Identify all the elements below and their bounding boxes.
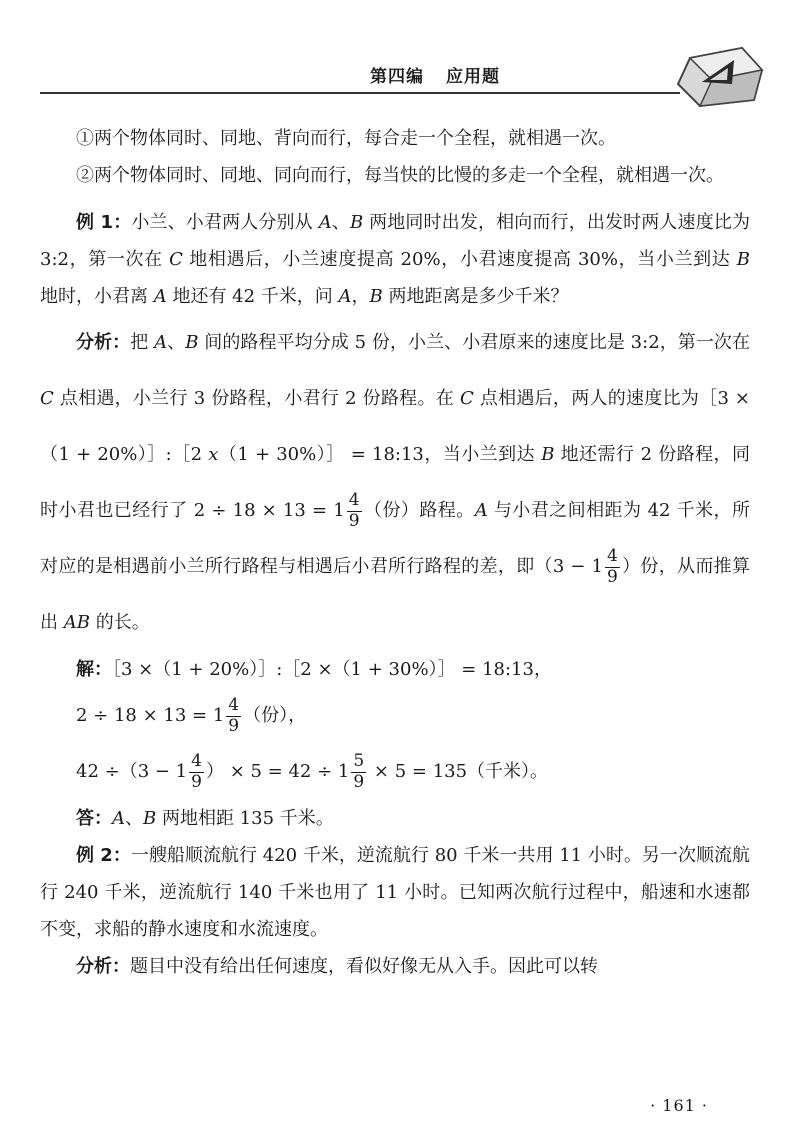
point-a: A — [153, 286, 167, 307]
example-2-analysis — [40, 948, 750, 985]
point-a: A — [112, 808, 125, 829]
intro-item-1: ①两个物体同时、同地、背向而行，每合走一个全程，就相遇一次。 — [76, 128, 616, 149]
text-run: × 5 = 135（千米）。 — [368, 761, 549, 782]
text-run: ）份，从而推算出 — [40, 556, 751, 633]
example-2-question — [40, 837, 750, 948]
solution-label: 解： — [76, 659, 112, 680]
page-header — [40, 40, 760, 110]
text-run: 间的路程平均分成 5 份，小兰、小君原来的速度比是 3:2，第一次在 — [198, 332, 751, 353]
point-a: A — [338, 286, 352, 307]
page-body — [40, 120, 750, 985]
fraction-denominator: 9 — [228, 715, 240, 736]
example-2-label: 例 2： — [76, 845, 131, 866]
point-a: A — [474, 500, 488, 521]
fraction-denominator: 9 — [348, 510, 360, 531]
text-run: （份）， — [243, 705, 307, 726]
text-run: 两地同时出发，相向而行，出发时两人速度比为 3:2，第一次在 — [40, 212, 750, 270]
text-run: 题目中没有给出任何速度，看似好像无从入手。因此可以转 — [130, 956, 598, 977]
analysis-label: 分析： — [76, 332, 131, 353]
point-b: B — [736, 249, 750, 270]
text-run: 地还有 42 千米，问 — [166, 286, 339, 307]
text-run: 地还需行 2 份路程，同时小君也已经行了 2 ÷ 18 × 13 = 1 — [40, 444, 751, 521]
section-label: 应用题 — [446, 67, 500, 87]
text-run: 、 — [167, 332, 186, 353]
triangle-ruler-on-cube-icon — [672, 40, 764, 112]
fraction-numerator: 4 — [228, 694, 240, 715]
example-1-label: 例 1： — [76, 212, 132, 233]
running-head — [370, 62, 500, 87]
text-run: ， — [351, 286, 370, 307]
text-run: 小兰、小君两人分别从 — [131, 212, 319, 233]
example-1-solution-line-2 — [40, 688, 750, 744]
text-run: 与小君之间相距为 42 千米，所对应的是相遇前小兰所行路程与相遇后小君所行路程的差，即（3 − 1 — [40, 500, 751, 577]
example-1-solution-line-1 — [40, 651, 750, 688]
point-b: B — [541, 444, 555, 465]
text-run: 2 ÷ 18 × 13 = 1 — [76, 705, 225, 726]
text-run: （份）路程。 — [363, 500, 475, 521]
text-run: 点相遇后，两人的速度比为［3 ×（1 + 20%）］:［2 — [40, 388, 750, 465]
intro-item-2: ②两个物体同时、同地、同向而行，每当快的比慢的多走一个全程，就相遇一次。 — [76, 165, 724, 186]
example-1-question — [40, 204, 750, 315]
segment-ab: AB — [63, 612, 90, 633]
text-run: 两地相距 135 千米。 — [156, 808, 334, 829]
point-c: C — [460, 388, 474, 409]
text-run: 、 — [331, 212, 350, 233]
point-a: A — [318, 212, 332, 233]
text-run: （1 + 30%）］ = 18:13，当小兰到达 — [218, 444, 542, 465]
point-b: B — [185, 332, 199, 353]
fraction-numerator: 4 — [191, 750, 202, 771]
answer-label: 答： — [76, 808, 112, 829]
fraction-denominator: 9 — [606, 566, 618, 587]
text-run: 两地距离是多少千米？ — [382, 286, 569, 307]
example-1-analysis — [40, 315, 750, 651]
text-run: 一艘船顺流航行 420 千米，逆流航行 80 千米一共用 11 小时。另一次顺流航行 240 千米，逆流航行 140 千米也用了 11 小时。已知两次航行过程中，船速和水速都不变，求船的静水速度和水流速度。 — [40, 845, 750, 940]
fraction — [189, 752, 204, 792]
point-b: B — [350, 212, 364, 233]
text-run: 地时，小君离 — [40, 286, 154, 307]
point-c: C — [169, 249, 183, 270]
example-1-answer — [40, 800, 750, 837]
header-rule — [40, 92, 680, 94]
example-1-solution-line-3 — [40, 744, 750, 800]
fraction-numerator: 4 — [606, 545, 618, 566]
page-number: · 161 · — [650, 1096, 708, 1115]
text-run: ） × 5 = 42 ÷ 1 — [205, 761, 350, 782]
point-c: C — [40, 388, 54, 409]
fraction — [351, 752, 366, 792]
text-run: 的长。 — [89, 612, 150, 633]
fraction — [226, 696, 241, 736]
text-run: 42 ÷（3 − 1 — [76, 761, 188, 782]
analysis-label: 分析： — [76, 956, 130, 977]
multiplication-sign: x — [208, 444, 219, 465]
fraction — [605, 547, 620, 587]
point-b: B — [143, 808, 157, 829]
fraction-numerator: 4 — [348, 489, 360, 510]
point-b: B — [369, 286, 383, 307]
text-run: 、 — [125, 808, 143, 829]
text-run: 点相遇，小兰行 3 份路程，小君行 2 份路程。在 — [53, 388, 461, 409]
text-run: 把 — [130, 332, 155, 353]
fraction-numerator: 5 — [353, 750, 365, 771]
fraction-denominator: 9 — [353, 771, 365, 792]
point-a: A — [154, 332, 168, 353]
fraction — [347, 491, 362, 531]
fraction-denominator: 9 — [191, 771, 202, 792]
chapter-label: 第四编 — [370, 67, 424, 87]
text-run: 地相遇后，小兰速度提高 20%，小君速度提高 30%，当小兰到达 — [182, 249, 737, 270]
text-run: ［3 ×（1 + 20%）］:［2 ×（1 + 30%）］ = 18:13， — [112, 659, 552, 680]
